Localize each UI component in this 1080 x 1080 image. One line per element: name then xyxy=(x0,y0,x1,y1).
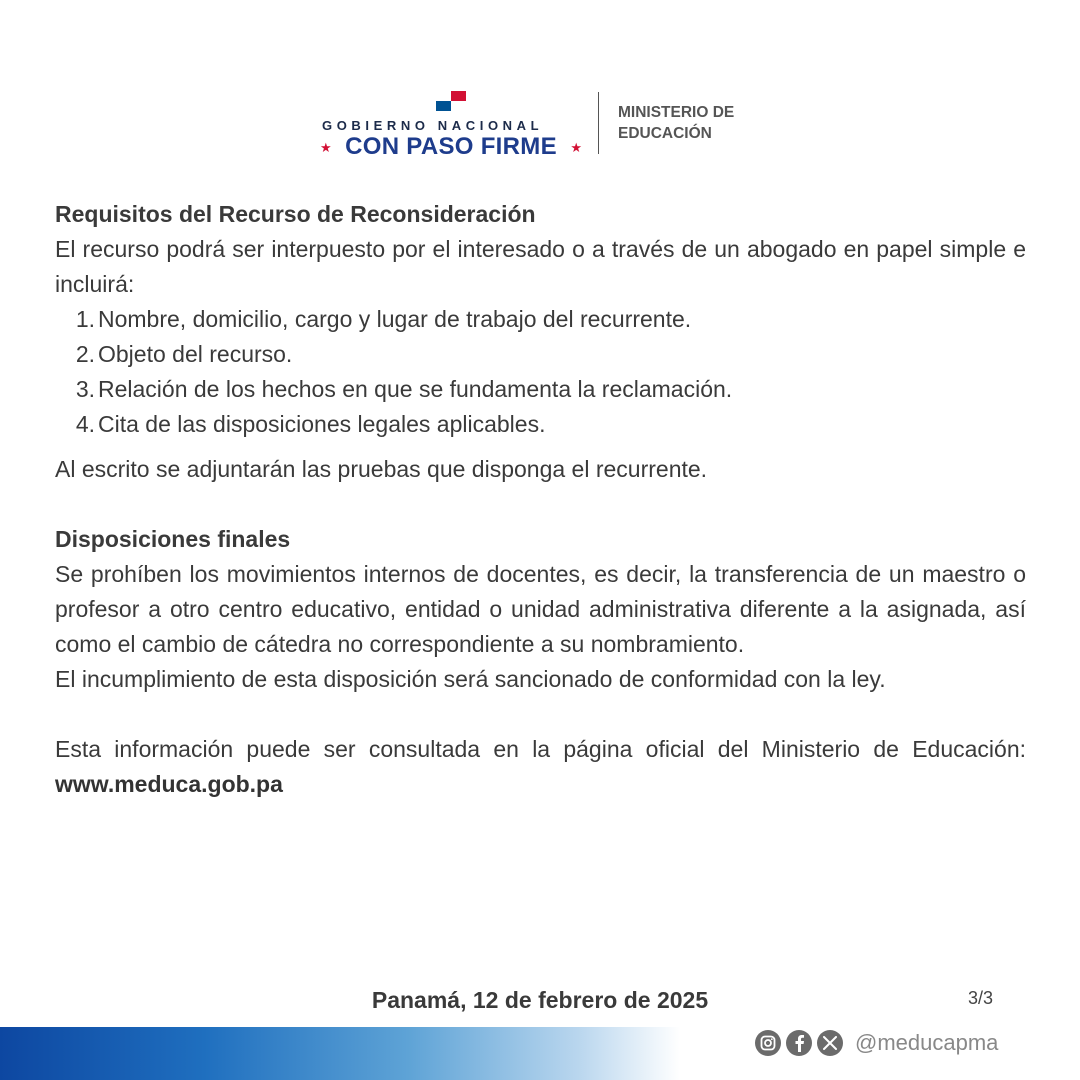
star-icon: ★ xyxy=(320,139,332,155)
section-intro: El recurso podrá ser interpuesto por el interesado o a través de un abogado en papel simple e incluirá: xyxy=(55,236,1026,297)
government-logo xyxy=(318,88,758,160)
ministry-line1: MINISTERIO DE xyxy=(618,104,735,121)
list-text: Cita de las disposiciones legales aplicables. xyxy=(98,411,546,437)
facebook-icon[interactable] xyxy=(786,1030,812,1056)
section-title-disposiciones: Disposiciones finales xyxy=(55,526,291,552)
footer-gradient-bar xyxy=(0,1027,680,1080)
x-icon[interactable] xyxy=(817,1030,843,1056)
ministry-line2: EDUCACIÓN xyxy=(618,125,712,142)
star-icon: ★ xyxy=(570,139,582,155)
list-item xyxy=(55,372,1026,407)
date-line xyxy=(0,987,1080,1014)
document-body xyxy=(55,197,1026,802)
social-handle: @meducapma xyxy=(855,1030,999,1055)
sanction-paragraph: El incumplimiento de esta disposición será sancionado de conformidad con la ley. xyxy=(55,666,886,692)
spacer xyxy=(55,697,1026,732)
list-number: 4. xyxy=(75,411,95,437)
website-link[interactable]: www.meduca.gob.pa xyxy=(55,771,283,797)
list-text: Nombre, domicilio, cargo y lugar de trabajo del recurrente. xyxy=(98,306,692,332)
requirements-list xyxy=(55,302,1026,442)
info-paragraph xyxy=(55,732,1026,802)
slogan-text: CON PASO FIRME xyxy=(345,133,557,160)
disposiciones-paragraph: Se prohíben los movimientos internos de docentes, es decir, la transferencia de un maestro o profesor a otro centro educativo, entidad o unidad administrativa diferente a la asignada, así como el cambio de cátedra no correspondiente a su nombramiento. xyxy=(55,561,1026,657)
list-text: Objeto del recurso. xyxy=(98,341,293,367)
list-text: Relación de los hechos en que se fundamenta la reclamación. xyxy=(98,376,733,402)
date-text: Panamá, 12 de febrero de 2025 xyxy=(371,987,709,1013)
section-title-requisitos: Requisitos del Recurso de Reconsideración xyxy=(55,201,536,227)
slogan-row xyxy=(320,132,582,162)
panama-flag-icon xyxy=(436,91,466,111)
list-number: 3. xyxy=(75,376,95,402)
list-item xyxy=(55,302,1026,337)
ministry-name xyxy=(618,102,758,144)
page-number: 3/3 xyxy=(968,988,994,1008)
info-text: Esta información puede ser consultada en la página oficial del Ministerio de Educación: xyxy=(55,736,1026,762)
spacer xyxy=(55,487,1026,522)
list-number: 2. xyxy=(75,341,95,367)
list-item xyxy=(55,337,1026,372)
social-media-bar xyxy=(755,1029,998,1057)
instagram-icon[interactable] xyxy=(755,1030,781,1056)
section-closing: Al escrito se adjuntarán las pruebas que disponga el recurrente. xyxy=(55,456,708,482)
list-number: 1. xyxy=(75,306,95,332)
gobierno-nacional-text: GOBIERNO NACIONAL xyxy=(322,118,544,133)
logo-divider xyxy=(598,92,599,154)
list-item xyxy=(55,407,1026,442)
